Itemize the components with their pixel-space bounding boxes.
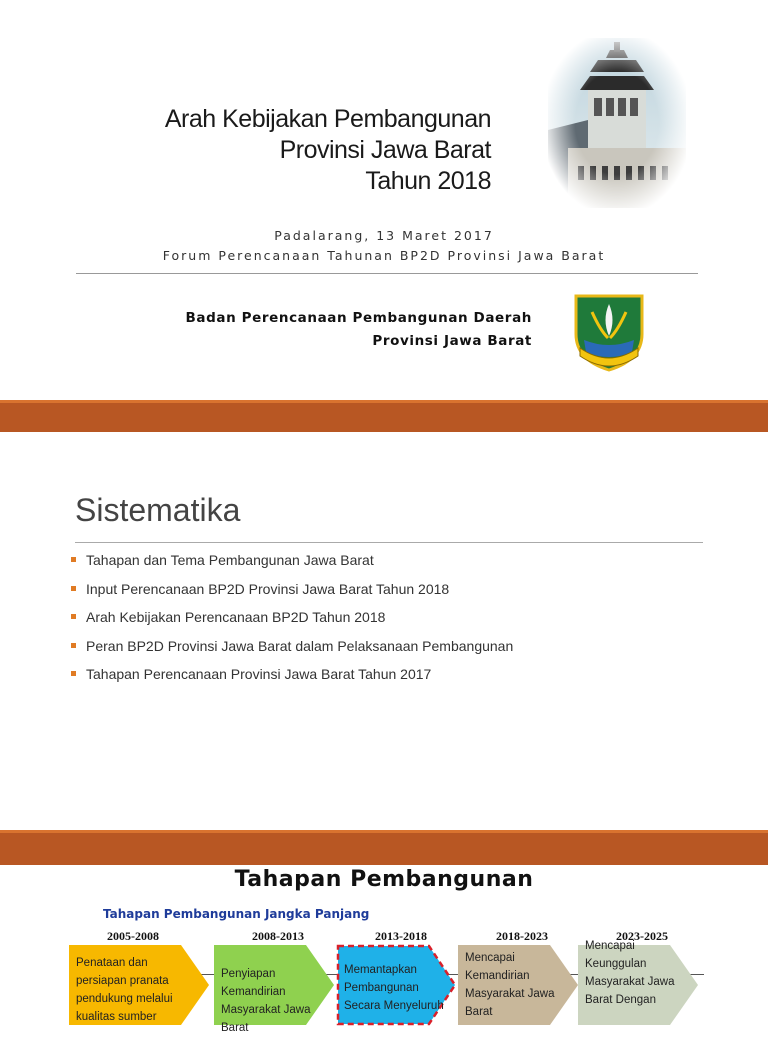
- event-date: Padalarang, 13 Maret 2017: [274, 228, 494, 243]
- presentation-title: [165, 104, 491, 197]
- stage-period: 2018-2023: [496, 929, 548, 943]
- title-line-3: Tahun 2018: [365, 167, 491, 195]
- agenda-item: [70, 664, 513, 693]
- stage-3: [337, 929, 472, 1025]
- stage-description: Penataan dan persiapan pranata pendukung melalui kualitas sumber: [76, 957, 173, 1023]
- bullet-icon: [71, 586, 76, 591]
- section-band: [0, 830, 768, 865]
- agenda-item-text: Peran BP2D Provinsi Jawa Barat dalam Pelaksanaan Pembangunan: [86, 637, 514, 654]
- agenda-title: Sistematika: [75, 492, 241, 528]
- bullet-icon: [71, 643, 76, 648]
- title-line-1: Arah Kebijakan Pembangunan: [164, 105, 491, 133]
- jawa-barat-emblem-icon: [570, 290, 648, 374]
- agenda-item: [70, 607, 513, 636]
- stage-period: 2023-2025: [616, 929, 668, 943]
- stage-description: Mencapai Kemandirian Masyarakat Jawa Barat: [465, 952, 555, 1018]
- gedung-sate-photo: [548, 38, 686, 208]
- stage-5: [578, 929, 713, 1025]
- agenda-item-text: Tahapan dan Tema Pembangunan Jawa Barat: [86, 552, 374, 568]
- agenda-item: [70, 579, 513, 608]
- bullet-icon: [71, 557, 76, 562]
- stage-description: Mencapai Keunggulan Masyarakat Jawa Barat Dengan: [585, 940, 675, 1006]
- stage-1: [69, 929, 204, 1025]
- forum-name: Forum Perencanaan Tahunan BP2D Provinsi Jawa Barat: [162, 248, 606, 263]
- title-slide: [0, 0, 768, 400]
- stage-4: [458, 929, 593, 1025]
- divider: [75, 542, 703, 543]
- stages-title: Tahapan Pembangunan: [234, 867, 534, 892]
- title-line-2: Provinsi Jawa Barat: [279, 136, 491, 164]
- agenda-item: [70, 636, 513, 665]
- agenda-slide: [0, 432, 768, 830]
- stage-period: 2013-2018: [375, 929, 427, 943]
- development-stages-slide: [0, 865, 768, 1034]
- organization-name: [186, 307, 532, 353]
- agenda-list: [70, 550, 513, 693]
- org-line-1: Badan Perencanaan Pembangunan Daerah: [185, 310, 532, 326]
- bullet-icon: [71, 671, 76, 676]
- stage-2: [214, 929, 349, 1034]
- agenda-item-text: Input Perencanaan BP2D Provinsi Jawa Barat Tahun 2018: [86, 580, 450, 597]
- agenda-item-text: Tahapan Perencanaan Provinsi Jawa Barat Tahun 2017: [86, 666, 432, 682]
- section-band: [0, 400, 768, 432]
- stage-period: 2008-2013: [252, 929, 304, 943]
- org-line-2: Provinsi Jawa Barat: [372, 333, 532, 349]
- bullet-icon: [71, 614, 76, 619]
- divider: [76, 273, 698, 274]
- agenda-item: [70, 550, 513, 579]
- stage-description: Penyiapan Kemandirian Masyarakat Jawa Barat: [221, 968, 311, 1034]
- agenda-item-text: Arah Kebijakan Perencanaan BP2D Tahun 2018: [86, 609, 386, 625]
- stage-period: 2005-2008: [107, 929, 159, 943]
- stages-subtitle: Tahapan Pembangunan Jangka Panjang: [103, 907, 370, 921]
- stage-description: Memantapkan Pembangunan Secara Menyeluruh: [344, 964, 444, 1012]
